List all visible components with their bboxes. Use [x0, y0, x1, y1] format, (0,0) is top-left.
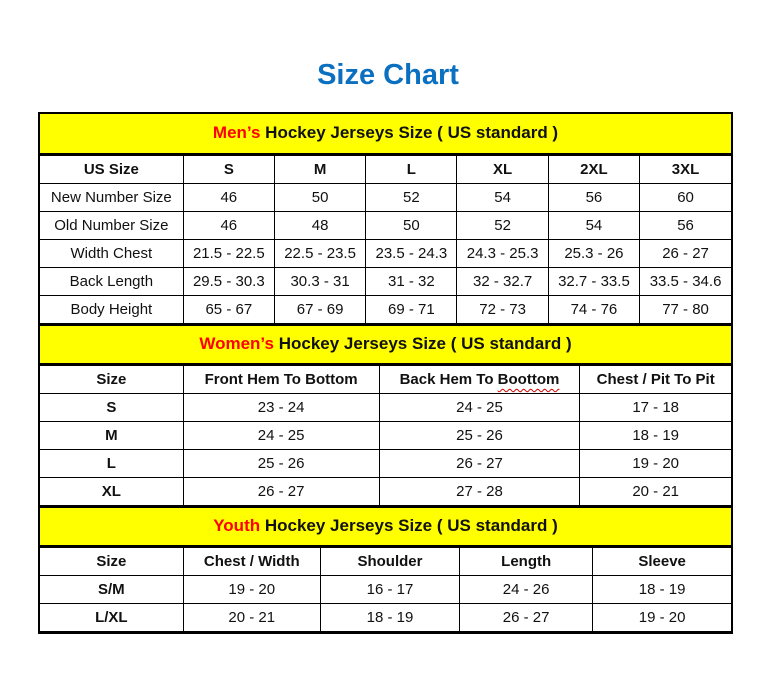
column-header: Size	[40, 366, 183, 394]
size-cell: 56	[548, 184, 639, 212]
size-cell: 22.5 - 23.5	[274, 240, 365, 268]
size-cell: 18 - 19	[580, 422, 731, 450]
size-cell: 26 - 27	[379, 450, 580, 478]
size-cell: 60	[640, 184, 731, 212]
size-cell: 24.3 - 25.3	[457, 240, 548, 268]
size-cell: 26 - 27	[640, 240, 731, 268]
row-label: Width Chest	[40, 240, 183, 268]
table-row	[40, 296, 731, 324]
column-header: Chest / Pit To Pit	[580, 366, 731, 394]
womens-size-table	[40, 365, 731, 506]
size-cell: 19 - 20	[593, 604, 731, 632]
womens-section-banner	[40, 324, 731, 365]
row-label: S/M	[40, 576, 183, 604]
table-row	[40, 576, 731, 604]
size-cell: 17 - 18	[580, 394, 731, 422]
table-row	[40, 240, 731, 268]
size-cell: 52	[457, 212, 548, 240]
row-label: M	[40, 422, 183, 450]
youth-size-table	[40, 547, 731, 632]
mens-header-row	[40, 156, 731, 184]
table-row	[40, 268, 731, 296]
size-cell: 77 - 80	[640, 296, 731, 324]
size-cell: 23.5 - 24.3	[366, 240, 457, 268]
mens-size-table	[40, 155, 731, 324]
size-cell: 19 - 20	[183, 576, 320, 604]
size-cell: 24 - 26	[460, 576, 593, 604]
table-row	[40, 422, 731, 450]
column-header: Length	[460, 548, 593, 576]
youth-header-row	[40, 548, 731, 576]
column-header: S	[183, 156, 274, 184]
size-cell: 26 - 27	[460, 604, 593, 632]
mens-section-banner	[40, 114, 731, 155]
size-cell: 46	[183, 212, 274, 240]
mens-banner-highlight: Men’s	[212, 123, 261, 142]
size-cell: 24 - 25	[183, 422, 379, 450]
size-cell: 48	[274, 212, 365, 240]
size-cell: 23 - 24	[183, 394, 379, 422]
womens-banner-text: Hockey Jerseys Size ( US standard )	[273, 334, 572, 353]
mens-banner-text: Hockey Jerseys Size ( US standard )	[260, 123, 559, 142]
column-header: Sleeve	[593, 548, 731, 576]
size-cell: 32.7 - 33.5	[548, 268, 639, 296]
table-row	[40, 184, 731, 212]
size-cell: 65 - 67	[183, 296, 274, 324]
size-cell: 19 - 20	[580, 450, 731, 478]
table-row	[40, 450, 731, 478]
column-header: US Size	[40, 156, 183, 184]
row-label: Back Length	[40, 268, 183, 296]
row-label: New Number Size	[40, 184, 183, 212]
youth-banner-highlight: Youth	[213, 516, 261, 535]
size-cell: 21.5 - 22.5	[183, 240, 274, 268]
size-cell: 25 - 26	[379, 422, 580, 450]
column-header: Chest / Width	[183, 548, 320, 576]
misspelled-word: Boottom	[497, 371, 560, 388]
size-cell: 26 - 27	[183, 478, 379, 506]
row-label: L/XL	[40, 604, 183, 632]
column-header: Shoulder	[320, 548, 459, 576]
youth-section-banner	[40, 506, 731, 547]
row-label: L	[40, 450, 183, 478]
column-header: 3XL	[640, 156, 731, 184]
table-row	[40, 394, 731, 422]
size-cell: 32 - 32.7	[457, 268, 548, 296]
row-label: Old Number Size	[40, 212, 183, 240]
size-cell: 24 - 25	[379, 394, 580, 422]
column-header: L	[366, 156, 457, 184]
page-title: Size Chart	[317, 59, 459, 91]
table-row	[40, 212, 731, 240]
size-cell: 20 - 21	[580, 478, 731, 506]
size-cell: 29.5 - 30.3	[183, 268, 274, 296]
size-cell: 50	[366, 212, 457, 240]
row-label: S	[40, 394, 183, 422]
size-chart	[38, 112, 733, 634]
table-row	[40, 478, 731, 506]
size-cell: 30.3 - 31	[274, 268, 365, 296]
youth-banner-text: Hockey Jerseys Size ( US standard )	[260, 516, 558, 535]
column-header: 2XL	[548, 156, 639, 184]
row-label: Body Height	[40, 296, 183, 324]
size-cell: 25.3 - 26	[548, 240, 639, 268]
column-header: Front Hem To Bottom	[183, 366, 379, 394]
womens-header-row	[40, 366, 731, 394]
size-cell: 20 - 21	[183, 604, 320, 632]
row-label: XL	[40, 478, 183, 506]
table-row	[40, 604, 731, 632]
size-cell: 27 - 28	[379, 478, 580, 506]
size-cell: 18 - 19	[320, 604, 459, 632]
size-cell: 54	[548, 212, 639, 240]
size-cell: 50	[274, 184, 365, 212]
size-cell: 54	[457, 184, 548, 212]
womens-banner-highlight: Women’s	[199, 334, 274, 353]
size-cell: 67 - 69	[274, 296, 365, 324]
size-cell: 69 - 71	[366, 296, 457, 324]
column-header: Size	[40, 548, 183, 576]
column-header: M	[274, 156, 365, 184]
size-cell: 33.5 - 34.6	[640, 268, 731, 296]
column-header: Back Hem To Boottom	[379, 366, 580, 394]
size-cell: 72 - 73	[457, 296, 548, 324]
size-cell: 25 - 26	[183, 450, 379, 478]
size-cell: 74 - 76	[548, 296, 639, 324]
size-cell: 46	[183, 184, 274, 212]
size-cell: 18 - 19	[593, 576, 731, 604]
size-cell: 52	[366, 184, 457, 212]
column-header: XL	[457, 156, 548, 184]
size-cell: 56	[640, 212, 731, 240]
size-cell: 31 - 32	[366, 268, 457, 296]
size-cell: 16 - 17	[320, 576, 459, 604]
